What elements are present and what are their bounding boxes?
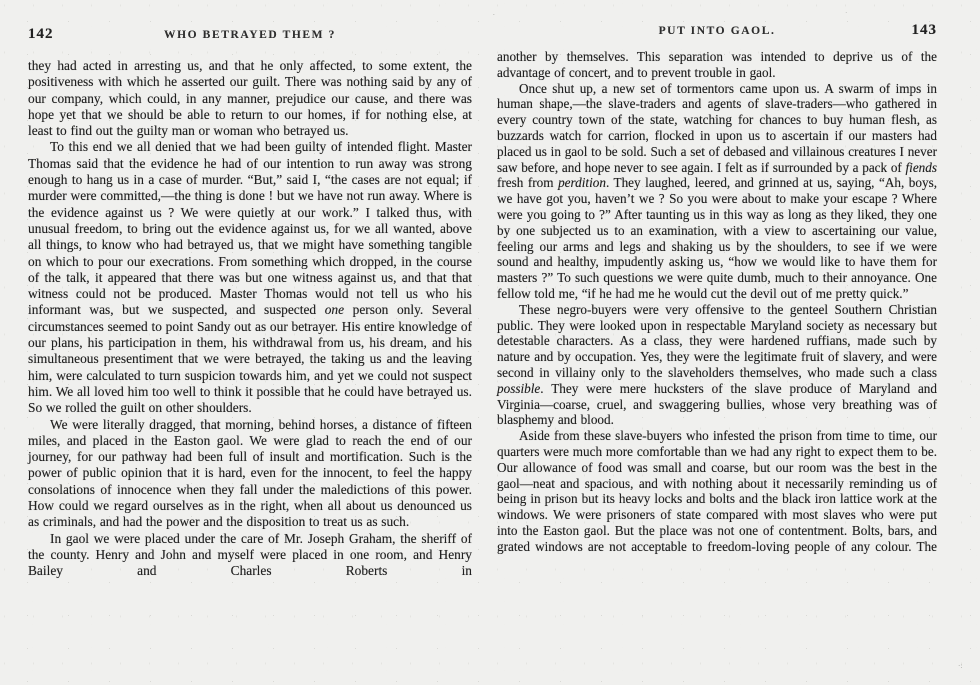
scan-speck: ˙ <box>845 11 848 19</box>
paragraph: they had acted in arresting us, and that he only affected, to some extent, the positiveness with which he asserted our guilt. There was nothing said by any of our company, which could, in any manner, prejudice our cause, and there was hope yet that we should be able to return to our homes, if for nothing else, at least to find out the guilty man or woman who betrayed us. <box>28 58 472 139</box>
paragraph: Once shut up, a new set of tormentors came upon us. A swarm of imps in human shape,—the slave-traders and agents of slave-traders—who gathered in every country town of the state, watching for chances to buy human flesh, as buzzards watch for carrion, flocked in upon us to ascertain if our masters had placed us in gaol to be sold. Such a set of debased and villainous creatures I never saw before, and hope never to see again. I felt as if surrounded by a pack of fiends fresh from perdition. They laughed, leered, and grinned at us, saying, “Ah, boys, we have got you, haven’t we ? So you were about to make your escape ? Where were you going to ?” After taunting us in this way as long as they liked, they one by one subjected us to an examination, with a view to ascertaining our value, feeling our arms and legs and shaking us by the shoulders, to see if we were sound and healthy, impudently asking us, “how we would like to have them for masters ?” To such questions we were quite dumb, much to their annoyance. One fellow told me, “if he had me he would cut the devil out of me pretty quick.” <box>497 80 938 301</box>
paragraph: To this end we all denied that we had been guilty of intended flight. Master Thomas said that the evidence he had of our intention to run away was strong enough to hang us in a case of murder. “But,” said I, “the cases are not equal; if murder were committed,—the thing is done ! but we have not run away. Where is the evidence against us ? We were quietly at our work.” I talked thus, with unusual freedom, to bring out the evidence against us, for we all wanted, above all things, to know who had betrayed us, that we might have something tangible on which to pour our execrations. From something which dropped, in the course of the talk, it appeared that there was but one witness against us, and that that witness could not be produced. Master Thomas would not tell us who his informant was, but we suspected, and suspected one person only. Several circumstances seemed to point Sandy out as our betrayer. His entire knowledge of our plans, his participation in them, his withdrawal from us, his dream, and his simultaneous presentiment that we were betrayed, the taking us and the leaving him, were calculated to turn suspicion towards him, and yet we could not suspect him. We all loved him too well to think it possible that he could have betrayed us. So we rolled the guilt on other shoulders. <box>28 139 473 416</box>
scan-speck: . <box>493 9 495 17</box>
page-142 <box>28 26 472 580</box>
paragraph: In gaol we were placed under the care of Mr. Joseph Graham, the sheriff of the county. Henry and John and myself were placed in one room, and Henry Bailey and Charles Roberts in <box>28 530 472 579</box>
paragraph: Aside from these slave-buyers who infested the prison from time to time, our quarters were much more comfortable than we had any right to expect them to be. Our allowance of food was small and coarse, but our room was the best in the gaol—neat and spacious, and with nothing about it necessarily reminding us of being in prison but its heavy locks and bolts and the black iron lattice work at the windows. We were prisoners of state compared with most slaves who were put into the Easton gaol. But the place was not one of contentment. Bolts, bars, and grated windows are not acceptable to freedom-loving people of any colour. The <box>497 428 937 554</box>
scan-speck: ·: <box>958 662 963 670</box>
paragraph: These negro-buyers were very offensive to the genteel Southern Christian public. They were looked upon in respectable Maryland society as necessary but detestable characters. As a class, they were hardened ruffians, made such by nature and by occupation. Yes, they were the legitimate fruit of slavery, and were second in villainy only to the slaveholders themselves, who made such a class possible. They were mere hucksters of the slave produce of Maryland and Virginia—coarse, cruel, and swaggering bullies, whose very breathing was of blasphemy and blood. <box>497 301 937 428</box>
page-142-body-text <box>28 58 472 580</box>
paragraph: another by themselves. This separation was intended to deprive us of the advantage of concert, and to prevent trouble in gaol. <box>497 49 937 80</box>
paragraph: We were literally dragged, that morning, behind horses, a distance of fifteen miles, and placed in the Easton gaol. We were glad to reach the end of our journey, for our pathway had been full of insult and mortification. Such is the power of public opinion that it is hard, even for the innocent, to feel the happy consolations of innocence when they fall under the maledictions of this power. How could we regard ourselves as in the right, when all about us denounced us as criminals, and had the power and the disposition to treat us as such. <box>28 416 472 530</box>
page-143 <box>497 22 937 555</box>
page-143-body-text <box>497 49 937 555</box>
running-title-left: WHO BETRAYED THEM ? <box>164 29 336 41</box>
running-title-right: PUT INTO GAOL. <box>658 25 776 37</box>
page-143-header <box>497 22 937 42</box>
page-number-143: 143 <box>911 22 937 38</box>
page-142-header <box>28 26 472 46</box>
page-number-142: 142 <box>28 26 54 42</box>
